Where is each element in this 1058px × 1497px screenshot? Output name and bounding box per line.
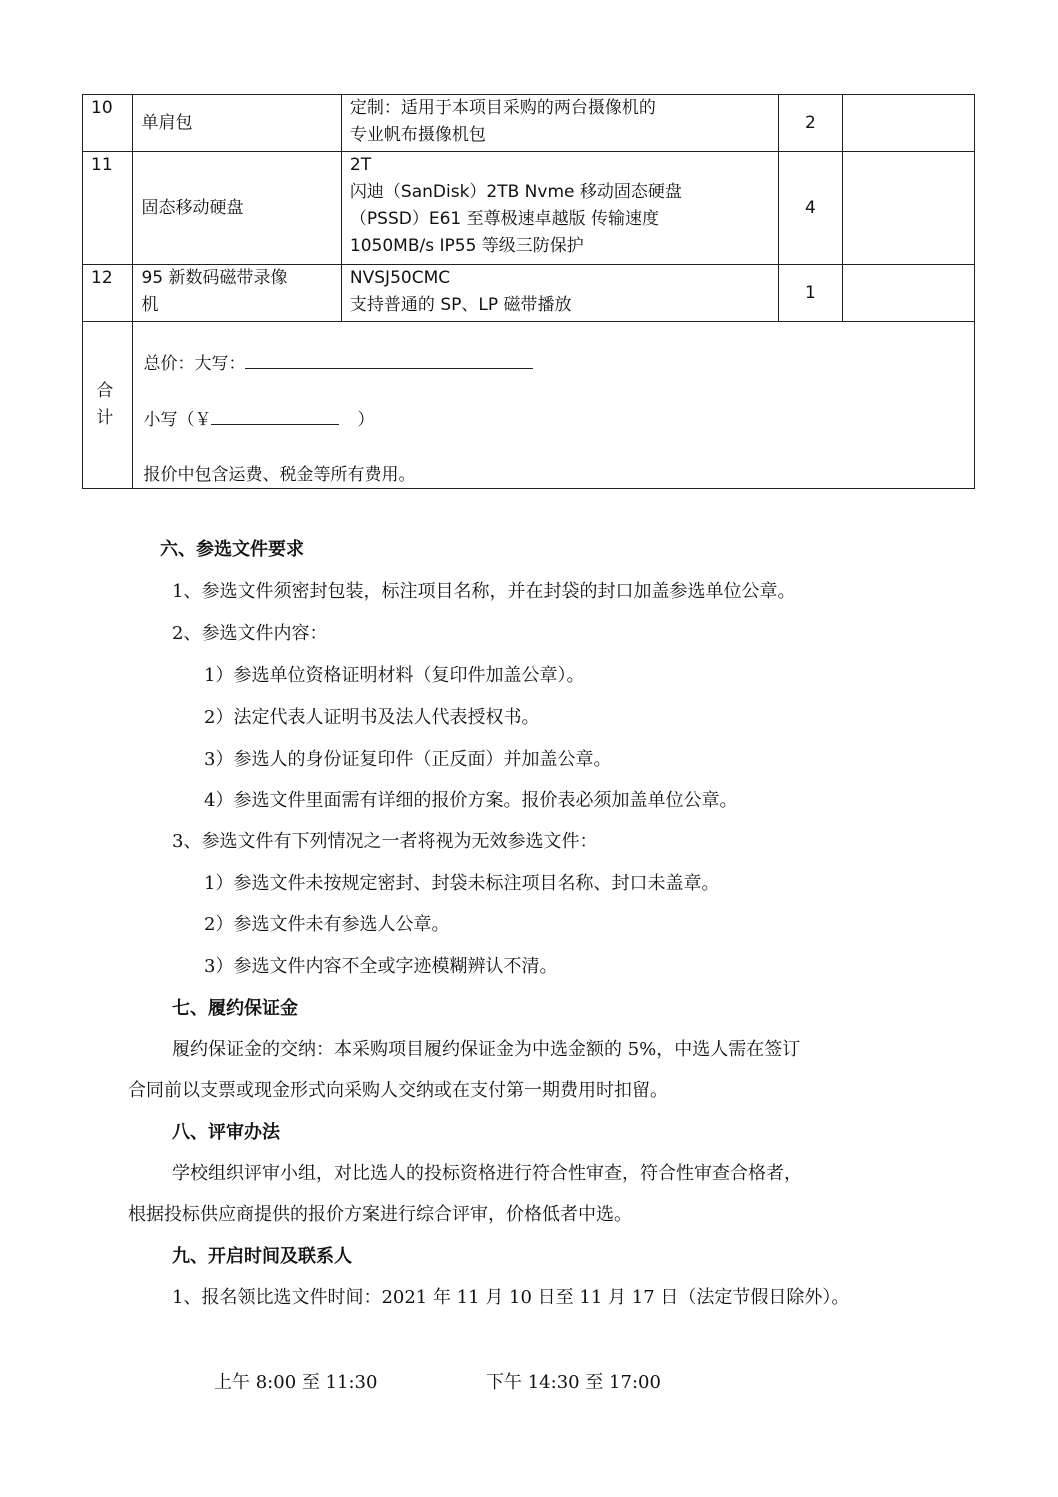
item-quantity: 2 [778,95,843,152]
table-row [83,265,975,322]
item-quantity: 4 [778,152,843,265]
item-name: 固态移动硬盘 [133,152,341,265]
capital-amount-label: 总价：大写： [143,354,246,374]
section-6-title: 六、参选文件要求 [160,539,304,560]
capital-amount-line [143,350,533,378]
section-7-paragraph-line-1: 履约保证金的交纳：本采购项目履约保证金为中选金额的 5%，中选人需在签订 [172,1039,801,1060]
section-6-item-2-2: 2）法定代表人证明书及法人代表授权书。 [204,707,540,728]
item-name-line: 95 新数码磁带录像 [141,268,288,288]
section-6-item-3-1: 1）参选文件未按规定密封、封袋未标注项目名称、封口未盖章。 [204,873,720,894]
section-6-item-1: 1、参选文件须密封包装，标注项目名称，并在封袋的封口加盖参选单位公章。 [172,581,796,602]
item-spec [341,152,778,265]
section-6-item-3-2: 2）参选文件未有参选人公章。 [204,914,450,935]
item-name: 单肩包 [133,95,341,152]
spec-line: （PSSD）E61 至尊极速卓越版 传输速度 [349,209,660,229]
item-spec [341,95,778,152]
item-note [843,95,975,152]
total-label: 合计 [83,322,133,489]
section-8-paragraph-line-1: 学校组织评审小组，对比选人的投标资格进行符合性审查，符合性审查合格者， [172,1163,802,1184]
item-spec [341,265,778,322]
morning-hours: 上午 8:00 至 11:30 [214,1372,378,1393]
section-6-item-3-3: 3）参选文件内容不全或字迹模糊辨认不清。 [204,956,558,977]
small-amount-label: 小写（￥ [143,410,212,430]
table-row [83,152,975,265]
item-number: 12 [83,265,133,322]
total-note: 报价中包含运费、税金等所有费用。 [143,465,416,485]
spec-line: 专业帆布摄像机包 [349,125,486,145]
section-9-item-1: 1、报名领比选文件时间：2021 年 11 月 10 日至 11 月 17 日（法定节假日除外）。 [172,1287,850,1308]
spec-line: 闪迪（SanDisk）2TB Nvme 移动固态硬盘 [349,182,682,202]
total-row [83,322,975,489]
spec-line: 定制：适用于本项目采购的两台摄像机的 [349,98,656,118]
section-9-title: 九、开启时间及联系人 [172,1246,352,1267]
spec-line: 1050MB/s IP55 等级三防保护 [349,236,584,256]
afternoon-hours: 下午 14:30 至 17:00 [486,1372,661,1393]
section-6-item-2-3: 3）参选人的身份证复印件（正反面）并加盖公章。 [204,749,612,770]
item-note [843,265,975,322]
total-cell [133,322,975,489]
small-amount-line [143,406,374,434]
section-7-paragraph-line-2: 合同前以支票或现金形式向采购人交纳或在支付第一期费用时扣留。 [128,1080,668,1101]
spec-line: 支持普通的 SP、LP 磁带播放 [349,295,572,315]
spec-line: 2T [349,155,372,175]
small-amount-blank [211,406,339,425]
section-6-item-2: 2、参选文件内容： [172,623,328,644]
item-note [843,152,975,265]
table-row [83,95,975,152]
section-8-paragraph-line-2: 根据投标供应商提供的报价方案进行综合评审，价格低者中选。 [128,1204,632,1225]
item-number: 10 [83,95,133,152]
small-amount-close: ） [357,410,375,430]
item-name [133,265,341,322]
section-8-title: 八、评审办法 [172,1122,280,1143]
capital-amount-blank [245,350,533,369]
quotation-table [82,94,975,489]
item-number: 11 [83,152,133,265]
item-quantity: 1 [778,265,843,322]
item-name-line: 机 [141,295,159,315]
section-6-item-2-4: 4）参选文件里面需有详细的报价方案。报价表必须加盖单位公章。 [204,790,738,811]
spec-line: NVSJ50CMC [349,268,451,288]
section-6-item-2-1: 1）参选单位资格证明材料（复印件加盖公章）。 [204,665,585,686]
section-6-item-3: 3、参选文件有下列情况之一者将视为无效参选文件： [172,831,598,852]
section-7-title: 七、履约保证金 [172,998,298,1019]
